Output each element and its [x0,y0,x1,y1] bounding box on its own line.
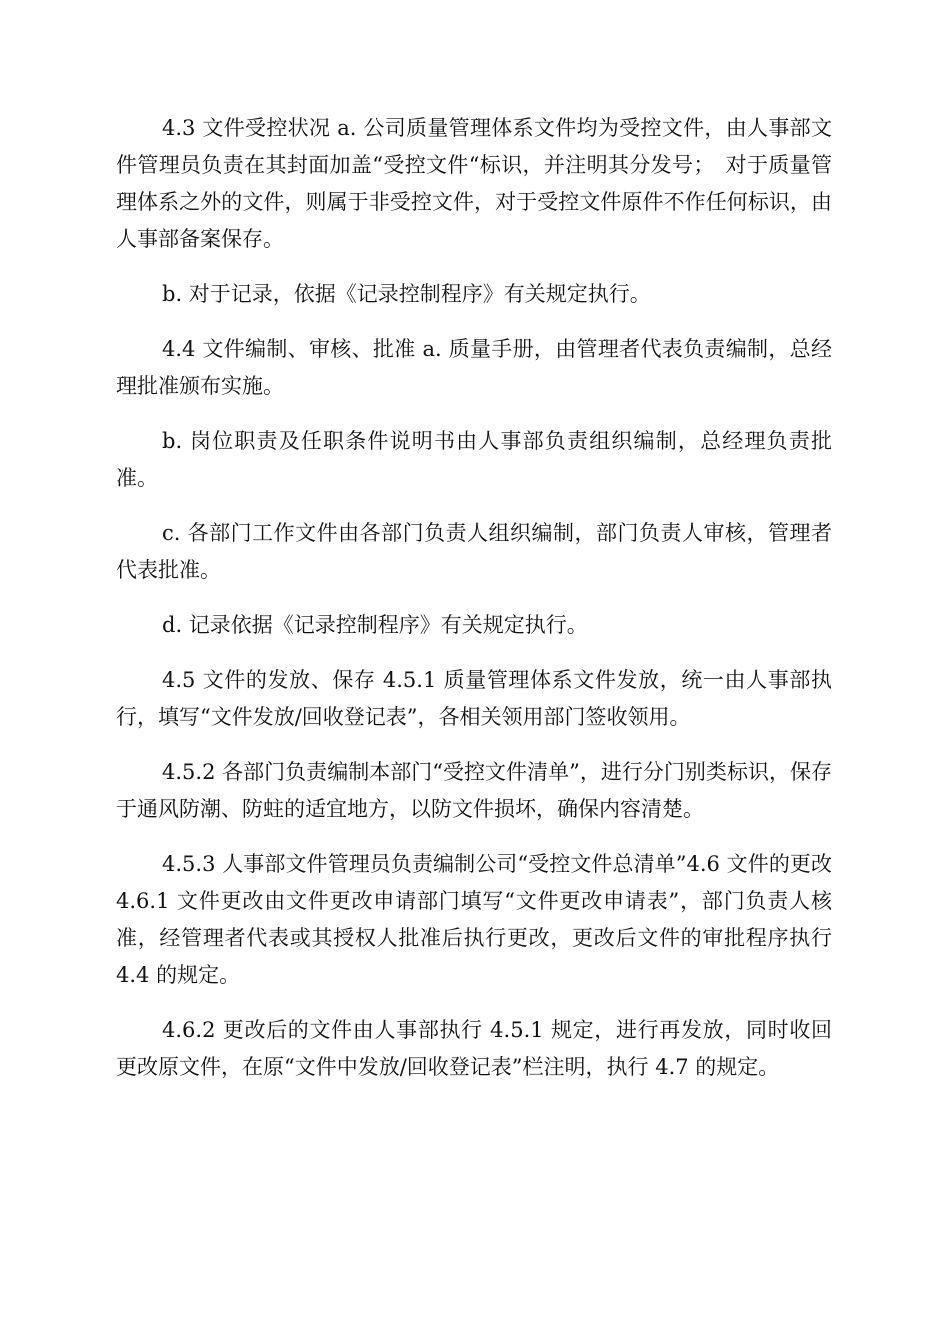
document-body [116,110,832,1104]
paragraph-4-3: 4.3 文件受控状况 a. 公司质量管理体系文件均为受控文件，由人事部文件管理员负责在其封面加盖“受控文件“标识，并注明其分发号； 对于质量管理体系之外的文件，则属于非受控文件，对于受控文件原件不作任何标识，由人事部备案保存。 [116,116,832,251]
paragraph-4-4-d: d. 记录依据《记录控制程序》有关规定执行。 [162,613,588,637]
paragraph-4-3-b: b. 对于记录，依据《记录控制程序》有关规定执行。 [162,282,651,306]
paragraph-4-4: 4.4 文件编制、审核、批准 a. 质量手册，由管理者代表负责编制，总经理批准颁布实施。 [116,337,832,398]
paragraph-4-4-c: c. 各部门工作文件由各部门负责人组织编制，部门负责人审核，管理者代表批准。 [116,521,832,582]
paragraph-4-6-2: 4.6.2 更改后的文件由人事部执行 4.5.1 规定，进行再发放，同时收回更改原文件，在原“文件中发放/回收登记表”栏注明，执行 4.7 的规定。 [116,1018,832,1079]
paragraph-4-5-2: 4.5.2 各部门负责编制本部门“受控文件清单”，进行分门别类标识，保存于通风防潮、防蛀的适宜地方，以防文件损坏，确保内容清楚。 [116,760,832,821]
paragraph-4-5: 4.5 文件的发放、保存 4.5.1 质量管理体系文件发放，统一由人事部执行，填写“文件发放/回收登记表”，各相关领用部门签收领用。 [116,668,832,729]
paragraph-4-4-b: b. 岗位职责及任职条件说明书由人事部负责组织编制，总经理负责批准。 [116,429,832,490]
paragraph-4-5-3: 4.5.3 人事部文件管理员负责编制公司“受控文件总清单”4.6 文件的更改 4.6.1 文件更改由文件更改申请部门填写“文件更改申请表”，部门负责人核准，经管理者代表或其授权人批准后执行更改，更改后文件的审批程序执行 4.4 的规定。 [116,852,832,987]
